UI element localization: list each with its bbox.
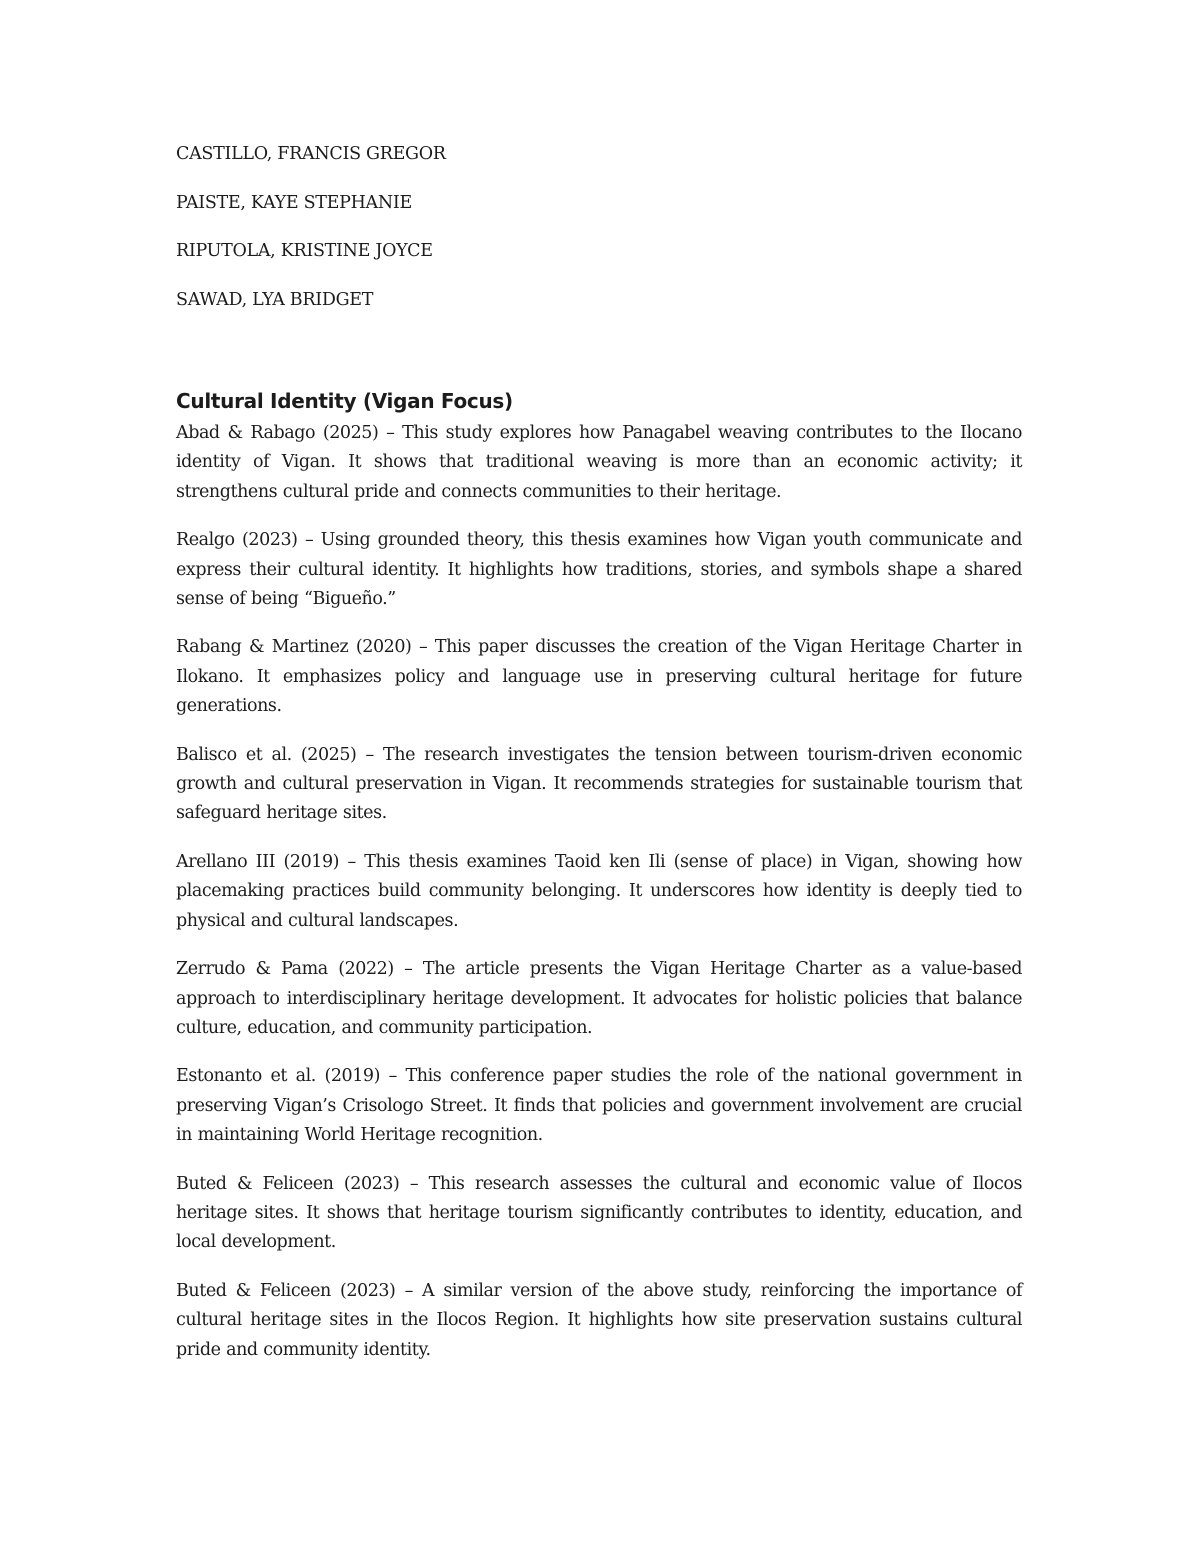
literature-entry: Abad & Rabago (2025) – This study explores how Panagabel weaving contributes to the Ilocano identity of Vigan. It shows that traditional weaving is more than an economic activity; it strengthens cultural pride and connects communities to their heritage. [176,423,1022,502]
author-name: SAWAD, LYA BRIDGET [176,289,374,310]
literature-entry: Zerrudo & Pama (2022) – The article presents the Vigan Heritage Charter as a value-based approach to interdisciplinary heritage development. It advocates for holistic policies that balance culture, education, and community participation. [176,959,1022,1038]
author-name: RIPUTOLA, KRISTINE JOYCE [176,241,433,261]
author-name: PAISTE, KAYE STEPHANIE [176,192,412,213]
literature-entries [176,419,1022,1384]
author-name: CASTILLO, FRANCIS GREGOR [176,144,446,164]
literature-entry: Realgo (2023) – Using grounded theory, this thesis examines how Vigan youth communicate and express their cultural identity. It highlights how traditions, stories, and symbols shape a shared sense of being “Bigueño.” [176,530,1022,610]
literature-entry: Arellano III (2019) – This thesis examines Taoid ken Ili (sense of place) in Vigan, showing how placemaking practices build community belonging. It underscores how identity is deeply tied to physical and cultural landscapes. [176,851,1022,931]
author-list [176,142,1022,336]
literature-entry: Rabang & Martinez (2020) – This paper discusses the creation of the Vigan Heritage Charter in Ilokano. It emphasizes policy and language use in preserving cultural heritage for future generations. [176,637,1022,717]
literature-entry: Buted & Feliceen (2023) – A similar version of the above study, reinforcing the importance of cultural heritage sites in the Ilocos Region. It highlights how site preservation sustains cultural pride and community identity. [176,1280,1022,1360]
literature-entry: Estonanto et al. (2019) – This conference paper studies the role of the national government in preserving Vigan’s Crisologo Street. It finds that policies and government involvement are crucial in maintaining World Heritage recognition. [176,1066,1022,1146]
literature-entry: Buted & Feliceen (2023) – This research assesses the cultural and economic value of Ilocos heritage sites. It shows that heritage tourism significantly contributes to identity, education, and local development. [176,1173,1022,1253]
literature-entry: Balisco et al. (2025) – The research investigates the tension between tourism-driven economic growth and cultural preservation in Vigan. It recommends strategies for sustainable tourism that safeguard heritage sites. [176,744,1022,824]
section-heading: Cultural Identity (Vigan Focus) [176,389,513,413]
